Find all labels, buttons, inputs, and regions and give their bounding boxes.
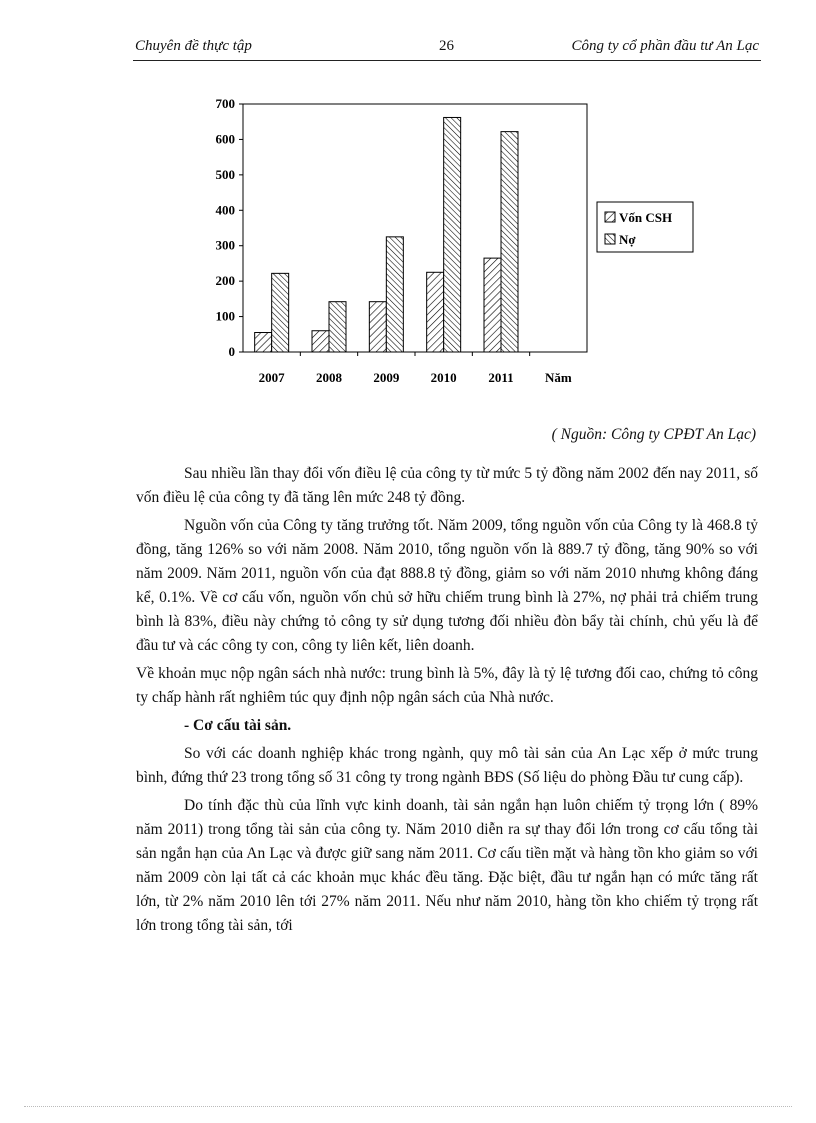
y-tick-label: 500 [215, 166, 235, 182]
paragraph-3: Về khoản mục nộp ngân sách nhà nước: trung bình là 5%, đây là tỷ lệ tương đối cao, chứng tỏ công ty chấp hành rất nghiêm túc quy định nộp ngân sách của Nhà nước. [136, 665, 758, 706]
y-tick-label: 300 [215, 237, 235, 253]
paragraph-2: Nguồn vốn của Công ty tăng trưởng tốt. Năm 2009, tổng nguồn vốn của Công ty là 468.8 tỷ đồng, tăng 126% so với năm 2008. Năm 2010, tổng nguồn vốn là 889.7 tỷ đồng, tăng 90% so với năm 2009. Năm 2011, nguồn vốn của đạt 888.8 tỷ đồng, giảm so với năm 2010 nhưng không đáng kể, 0.1%. Về cơ cấu vốn, nguồn vốn chủ sở hữu chiếm trung bình là 27%, nợ phải trả chiếm trung bình là 83%, điều này chứng tỏ công ty sử dụng tương đối nhiều đòn bẩy tài chính, chủ yếu là để đầu tư và các công ty con, công ty liên kết, liên doanh. [136, 517, 758, 654]
body-text [136, 462, 758, 942]
y-tick-label: 600 [215, 131, 235, 147]
paragraph-4: So với các doanh nghiệp khác trong ngành, quy mô tài sản của An Lạc xếp ở mức trung bình, đứng thứ 23 trong tổng số 31 công ty trong ngành BĐS (Số liệu do phòng Đầu tư cung cấp). [136, 745, 758, 786]
x-tick-label: 2009 [373, 370, 400, 385]
legend-label: Vốn CSH [619, 210, 673, 225]
legend-swatch [605, 212, 615, 222]
legend-swatch [605, 234, 615, 244]
y-tick-label: 100 [215, 308, 235, 324]
x-tick-label: 2008 [316, 370, 342, 385]
paragraph-5: Do tính đặc thù của lĩnh vực kinh doanh, tài sản ngắn hạn luôn chiếm tỷ trọng lớn ( 89% năm 2011) trong tổng tài sản của công ty. Năm 2010 diễn ra sự thay đổi lớn trong cơ cấu tổng tài sản ngắn hạn của An Lạc và được giữ sang năm 2011. Cơ cấu tiền mặt và hàng tồn kho giảm so với năm 2009 còn lại tất cả các khoản mục khác đều tăng. Đặc biệt, đầu tư ngắn hạn có mức tăng rất lớn, từ 2% năm 2010 lên tới 27% năm 2011. Nếu như năm 2010, hàng tồn kho chiếm tỷ trọng rất lớn trong tổng tài sản, tới [136, 797, 758, 934]
x-tick-label: 2007 [258, 370, 285, 385]
bar-von-csh [484, 258, 501, 352]
page-header [133, 38, 761, 61]
bar-von-csh [369, 302, 386, 352]
chart-source: ( Nguồn: Công ty CPĐT An Lạc) [551, 426, 756, 443]
section-heading: - Cơ cấu tài sản. [184, 717, 292, 734]
y-tick-label: 400 [215, 202, 235, 218]
header-right: Công ty cổ phần đầu tư An Lạc [571, 38, 759, 54]
bar-chart [195, 94, 715, 394]
bar-von-csh [255, 333, 272, 352]
y-tick-label: 200 [215, 273, 235, 289]
bar-von-csh [312, 331, 329, 352]
plot-area [243, 104, 587, 352]
bar-no [501, 132, 518, 352]
header-left: Chuyên đề thực tập [135, 38, 252, 54]
bar-no [272, 273, 289, 352]
page-number: 26 [439, 38, 454, 54]
y-tick-label: 700 [215, 96, 235, 111]
x-axis-label: Năm [544, 370, 572, 385]
bar-no [386, 237, 403, 352]
bar-von-csh [427, 272, 444, 352]
paragraph-1: Sau nhiều lần thay đổi vốn điều lệ của công ty từ mức 5 tỷ đồng năm 2002 đến nay 2011, số vốn điều lệ của công ty đã tăng lên mức 248 tỷ đồng. [136, 465, 758, 506]
x-tick-label: 2011 [488, 370, 514, 385]
footer-divider [24, 1106, 792, 1107]
y-tick-label: 0 [228, 344, 235, 359]
legend-label: Nợ [619, 232, 636, 247]
bar-no [444, 117, 461, 352]
x-tick-label: 2010 [430, 370, 457, 385]
bar-no [329, 302, 346, 352]
